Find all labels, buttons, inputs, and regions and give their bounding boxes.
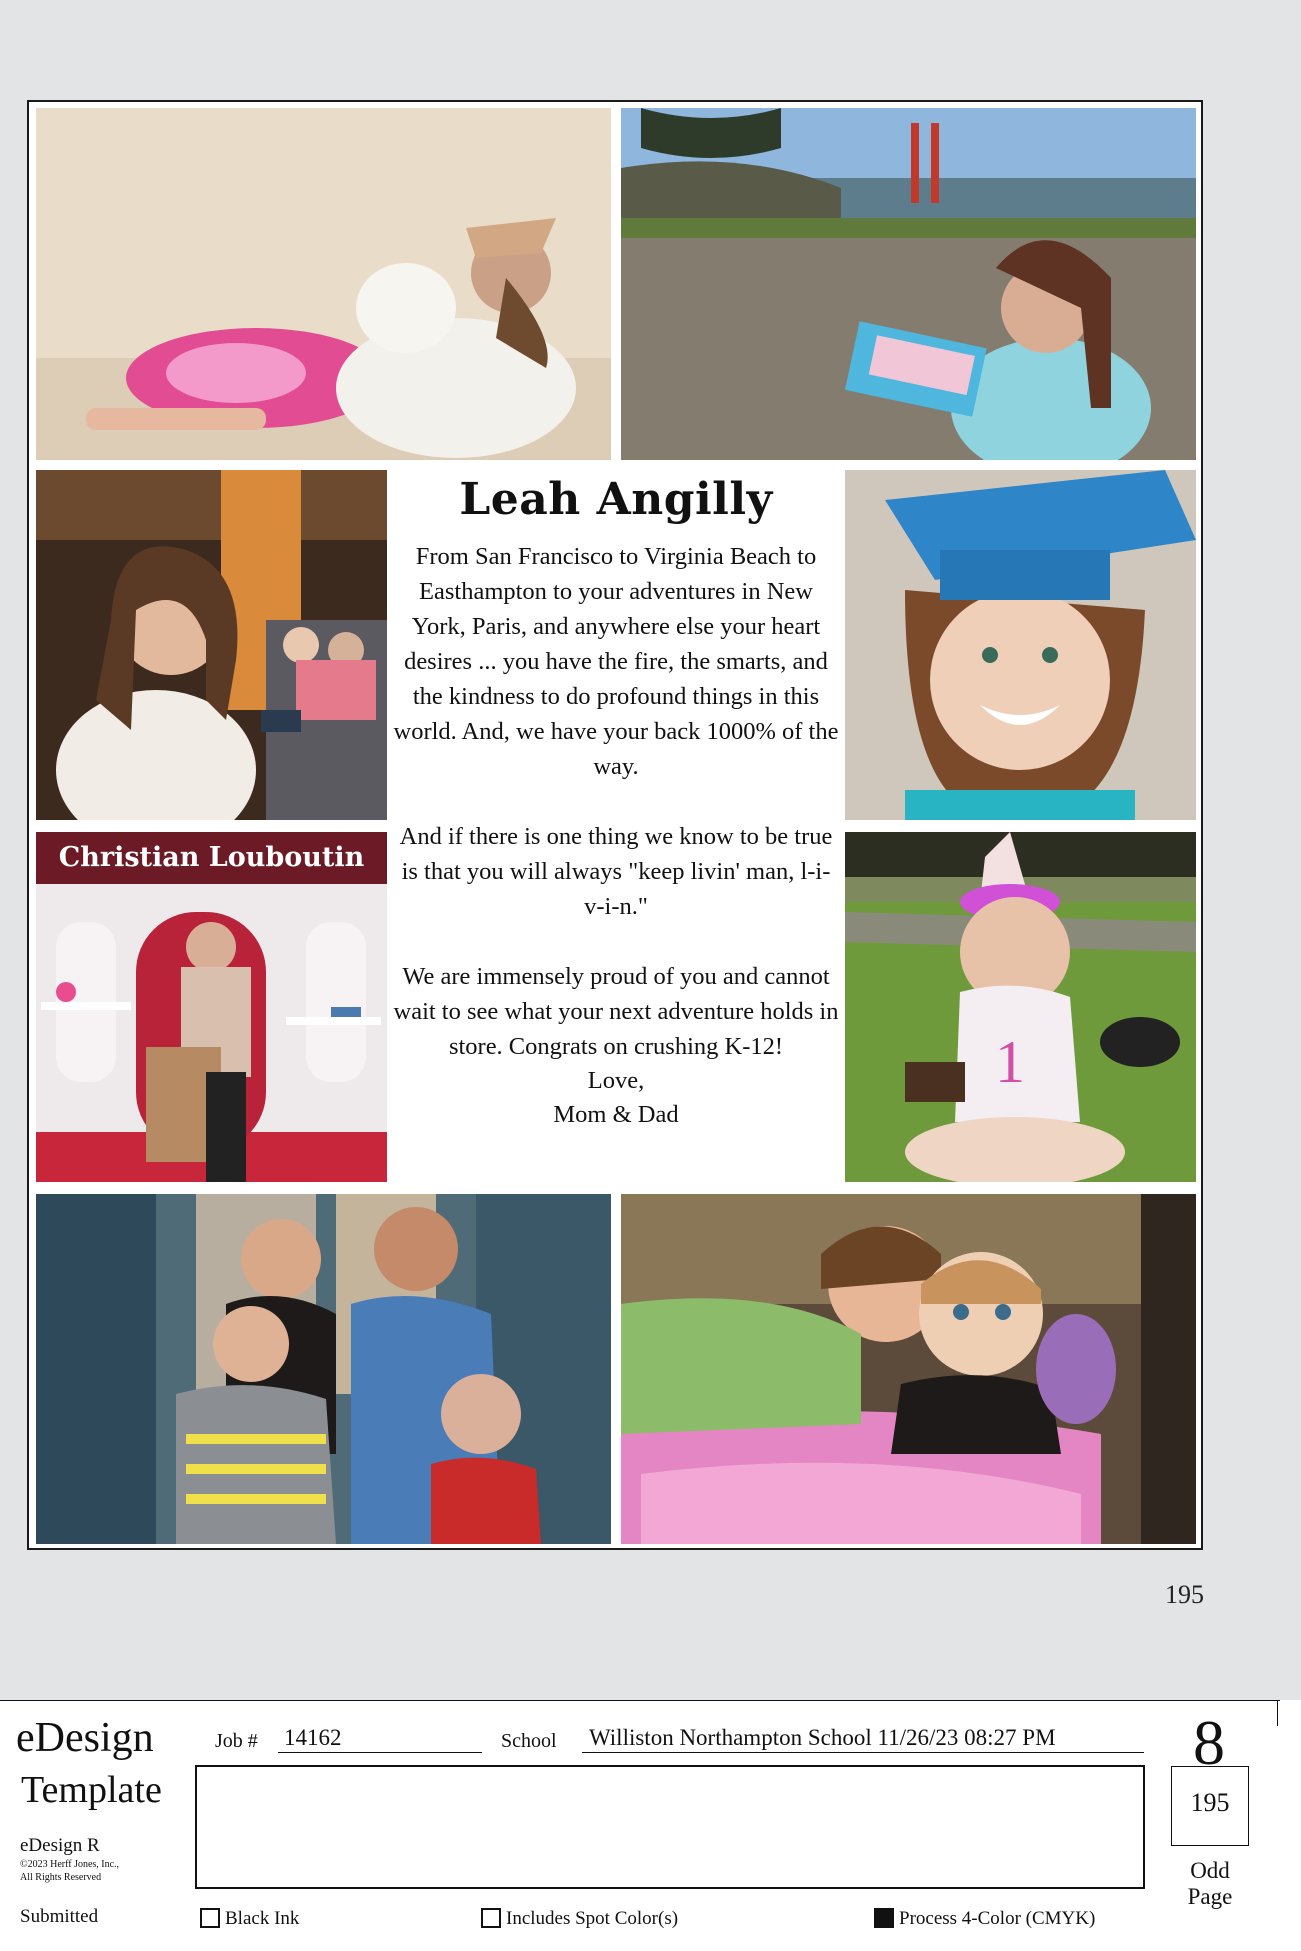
submitted-label: Submitted <box>20 1906 99 1927</box>
process-color-checkbox[interactable] <box>874 1908 894 1928</box>
photo-siblings <box>621 1194 1196 1544</box>
svg-text:1: 1 <box>995 1029 1025 1095</box>
edesign-footer <box>0 1700 1301 1951</box>
footer-corner-mark <box>1277 1700 1278 1726</box>
job-number: 14162 <box>284 1725 342 1750</box>
copyright-line1: ©2023 Herff Jones, Inc., <box>20 1859 120 1870</box>
tribute-signature: Mom & Dad <box>553 1101 679 1128</box>
edesign-logo-line1: eDesign <box>16 1715 154 1761</box>
odd-label: Odd <box>1190 1858 1230 1883</box>
photo-golden-gate <box>621 108 1196 460</box>
photo-restaurant <box>36 470 387 820</box>
photo-birthday <box>845 832 1196 1182</box>
spread-number: 8 <box>1193 1707 1225 1778</box>
school-underline <box>582 1752 1144 1753</box>
tribute-paragraph-1: From San Francisco to Virginia Beach to Easthampton to your adventures in New York, Paris, and anywhere else your heart desires ... you have the fire, the smarts, and the kindness to do profound things in this world. And, we have your back 1000% of the way. <box>393 543 839 780</box>
process-color-label: Process 4-Color (CMYK) <box>899 1908 1096 1929</box>
tribute-text <box>392 466 840 1182</box>
school-label: School <box>501 1730 557 1752</box>
spot-color-label: Includes Spot Color(s) <box>506 1908 679 1929</box>
page-number-box-value: 195 <box>1190 1788 1230 1817</box>
school-value: Williston Northampton School 11/26/23 08:27 PM <box>589 1725 1056 1750</box>
footer-top-rule <box>0 1700 1280 1701</box>
edesign-logo-line2: Template <box>21 1769 162 1811</box>
copyright-line2: All Rights Reserved <box>20 1872 102 1883</box>
spot-color-checkbox[interactable] <box>481 1908 501 1928</box>
job-underline <box>278 1752 482 1753</box>
photo-louboutin-store <box>36 832 387 1182</box>
edesign-r-label: eDesign R <box>20 1835 100 1856</box>
photo-graduation-cap <box>845 470 1196 820</box>
louboutin-sign: Christian Louboutin <box>58 842 365 873</box>
photo-family <box>36 1194 611 1544</box>
page-number: 195 <box>1165 1580 1204 1609</box>
student-name: Leah Angilly <box>459 474 773 525</box>
tribute-paragraph-2: And if there is one thing we know to be true is that you will always "keep livin' man, l-i-v-i-n." <box>399 823 833 920</box>
black-ink-label: Black Ink <box>225 1908 300 1929</box>
page-label: Page <box>1187 1884 1233 1909</box>
job-label: Job # <box>215 1730 258 1752</box>
tribute-closing: Love, <box>587 1067 645 1094</box>
black-ink-checkbox[interactable] <box>200 1908 220 1928</box>
photo-beach-dog <box>36 108 611 460</box>
tribute-paragraph-3: We are immensely proud of you and cannot wait to see what your next adventure holds in store. Congrats on crushing K-12! <box>393 963 839 1060</box>
notes-box <box>195 1765 1145 1889</box>
